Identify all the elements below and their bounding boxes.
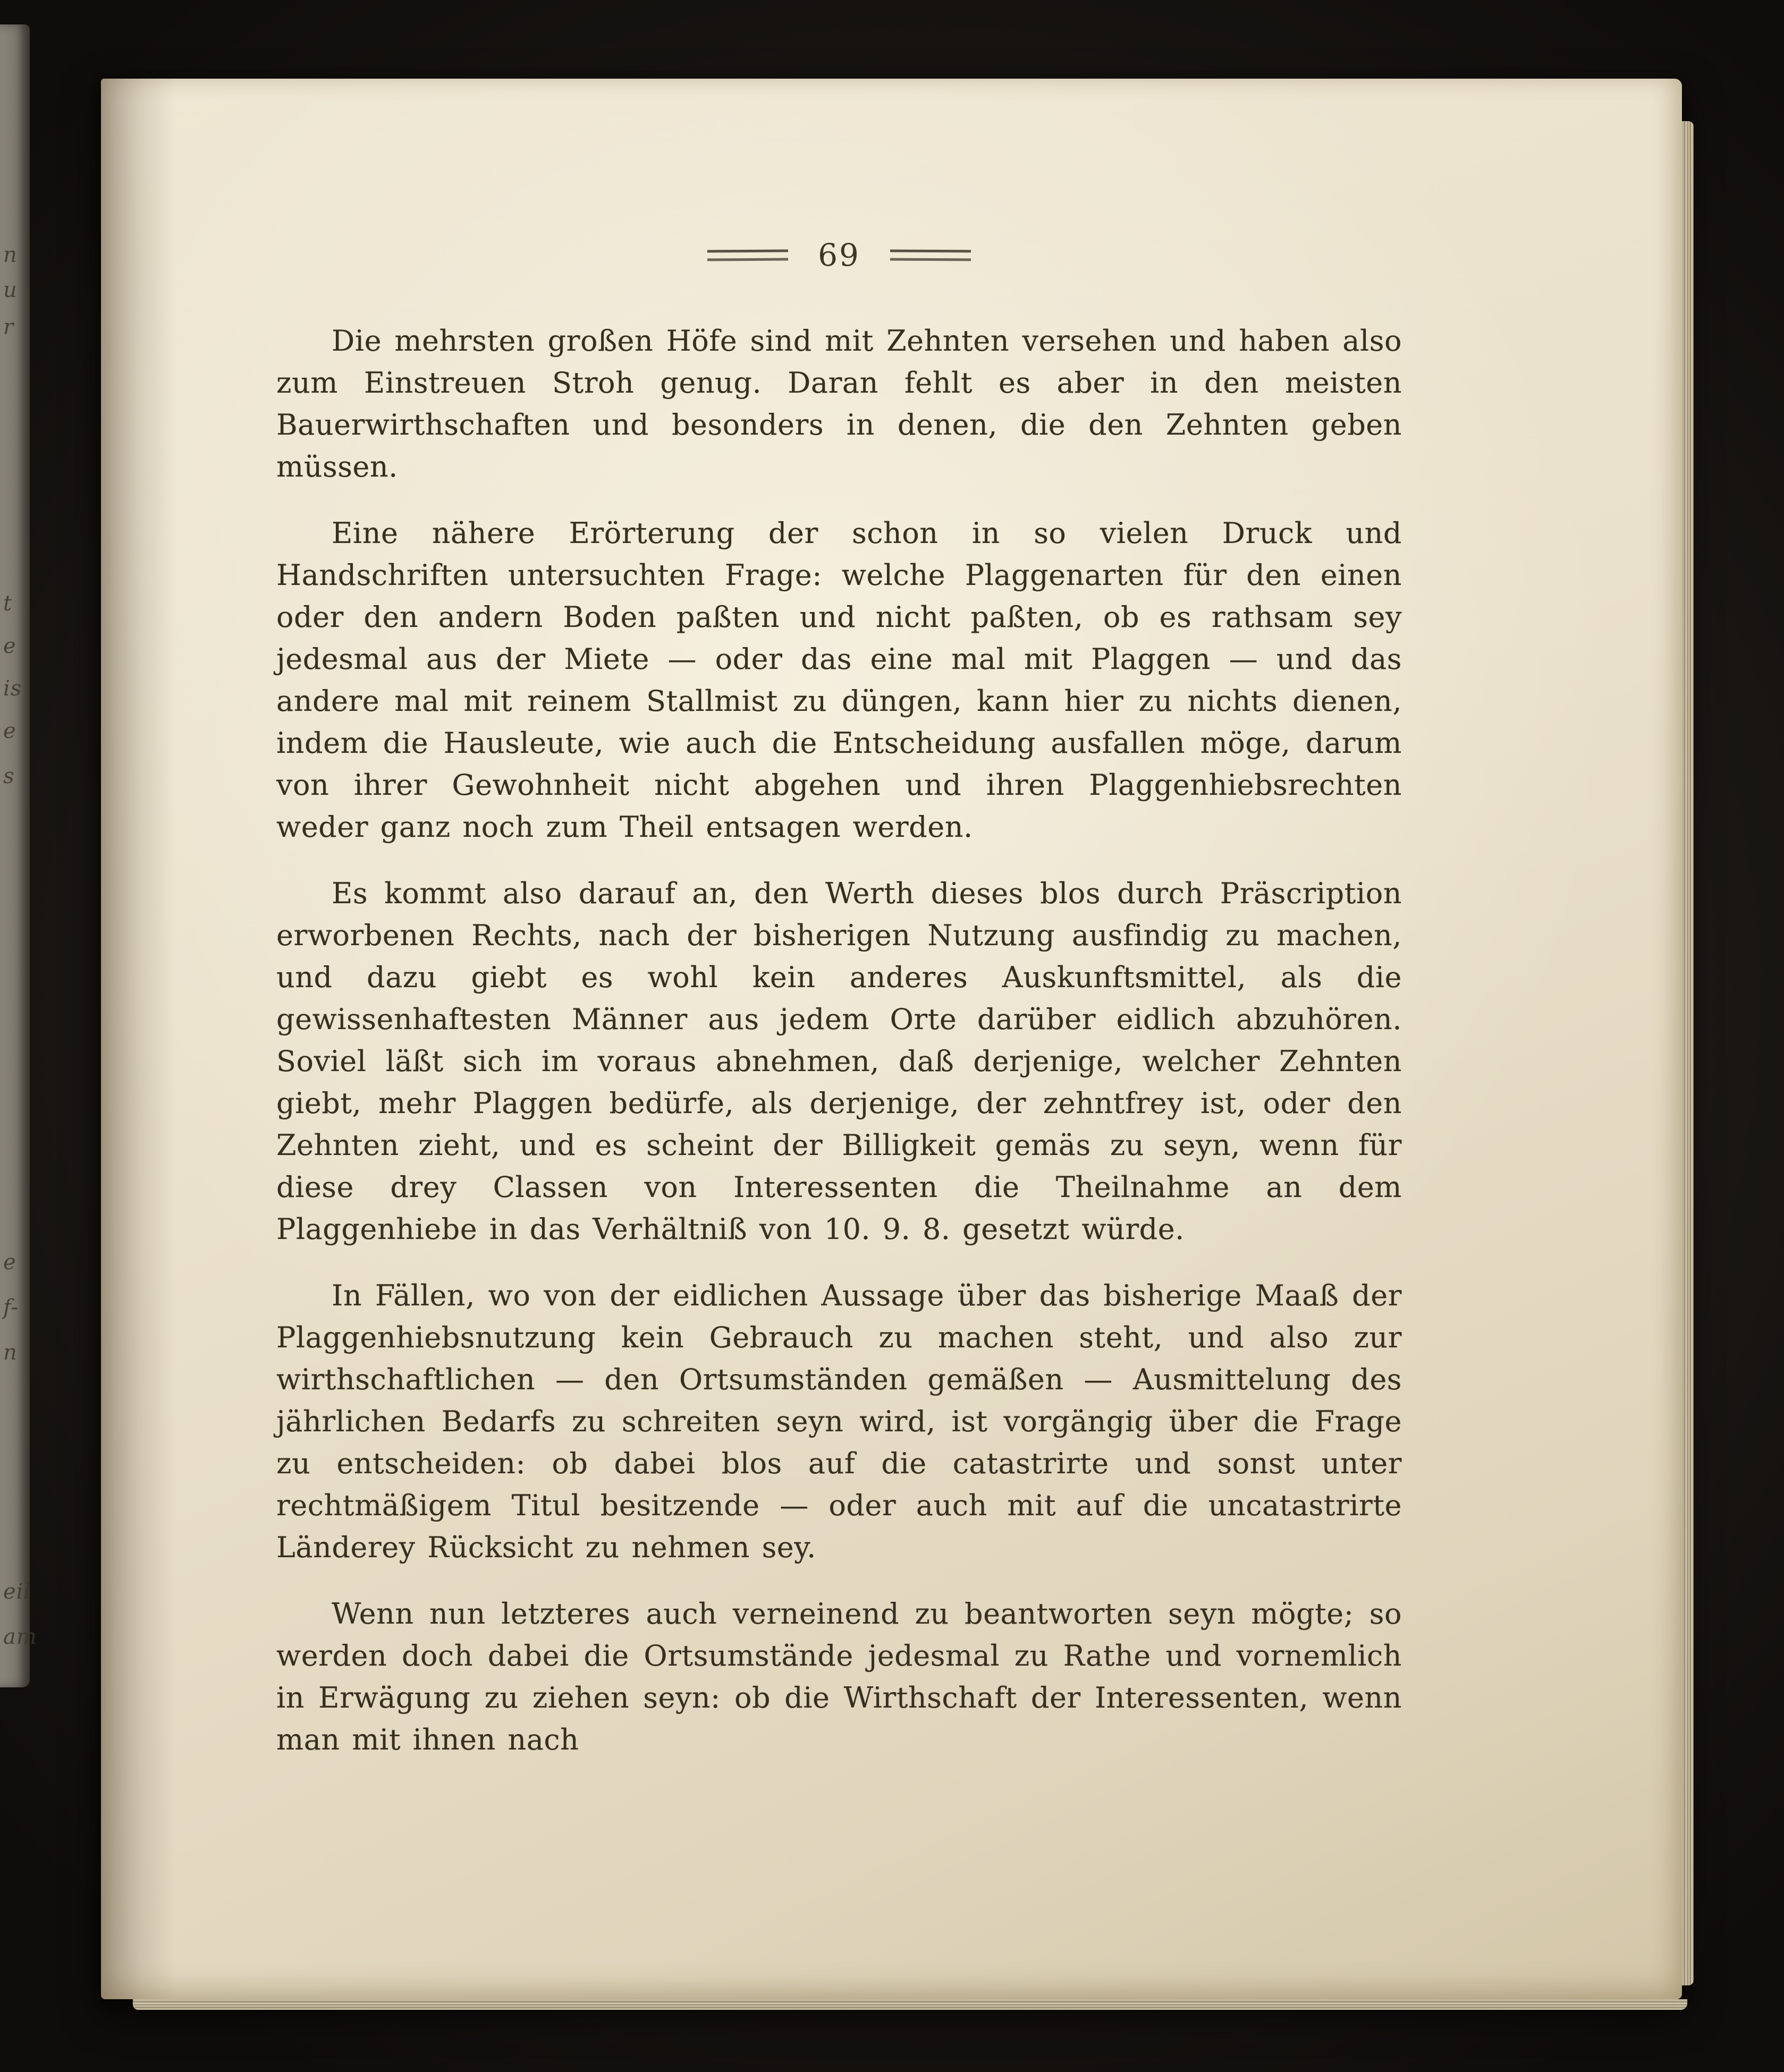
paragraph: Die mehrsten großen Höfe sind mit Zehnten versehen und haben also zum Einstreuen Stroh genug. Daran fehlt es aber in den meisten Bauerwirthschaften und besonders in denen, die den Zehnten geben müssen. <box>276 324 1402 483</box>
margin-fragment: n <box>3 1340 18 1365</box>
margin-fragment: e <box>3 634 16 658</box>
margin-fragment: t <box>3 591 13 616</box>
page-stack-edge-bottom <box>133 1999 1687 2010</box>
margin-fragment: am <box>3 1625 37 1649</box>
paragraph: Eine nähere Erörterung der schon in so vielen Druck und Handschriften untersuchten Frage: welche Plaggenarten für den einen oder den andern Boden paßten und nicht paßten, ob es rathsam sey jedesmal aus der Miete — oder das eine mal mit Plaggen — und das andere mal mit reinem Stallmist zu düngen, kann hier zu nichts dienen, indem die Hausleute, wie auch die Entscheidung ausfallen möge, darum von ihrer Gewohnheit nicht abgehen und ihren Plaggenhiebsrechten weder ganz noch zum Theil entsagen werden. <box>276 516 1402 844</box>
header-rule-left-icon <box>707 249 788 261</box>
margin-fragment: eil <box>3 1580 31 1604</box>
paragraph: Es kommt also darauf an, den Werth dieses blos durch Präscription erworbenen Rechts, nach der bisherigen Nutzung ausfindig zu machen, und dazu giebt es wohl kein anderes Auskunftsmittel, als die gewissenhaftesten Männer aus jedem Orte darüber eidlich abzuhören. Soviel läßt sich im voraus abnehmen, daß derjenige, welcher Zehnten giebt, mehr Plaggen bedürfe, als derjenige, der zehntfrey ist, oder den Zehnten zieht, und es scheint der Billigkeit gemäs zu seyn, wenn für diese drey Classen von Interessenten die Theilnahme an dem Plaggenhiebe in das Verhältniß von 10. 9. 8. gesetzt würde. <box>276 877 1402 1246</box>
text-block <box>276 237 1402 1761</box>
facing-page-edge <box>0 24 37 1687</box>
margin-fragment: e <box>3 1250 16 1275</box>
page-header <box>276 237 1402 273</box>
margin-fragment: n <box>3 243 18 267</box>
margin-fragment: s <box>3 764 15 788</box>
paragraph: Wenn nun letzteres auch verneinend zu beantworten seyn mögte; so werden doch dabei die Ortsumstände jedesmal zu Rathe und vornemlich in Erwägung zu ziehen seyn: ob die Wirthschaft der Interessenten, wenn man mit ihnen nach <box>276 1597 1402 1756</box>
margin-fragment: e <box>3 719 16 743</box>
margin-fragment: r <box>3 315 14 339</box>
paragraph: In Fällen, wo von der eidlichen Aussage über das bisherige Maaß der Plaggenhiebsnutzung kein Gebrauch zu machen steht, und also zur wirthschaftlichen — den Ortsumständen gemäßen — Ausmittelung des jährlichen Bedarfs zu schreiten seyn wird, ist vorgängig über die Frage zu entscheiden: ob dabei blos auf die catastrirte und sonst unter rechtmäßigem Titul besitzende — oder auch mit auf die uncatastrirte Länderey Rücksicht zu nehmen sey. <box>276 1279 1402 1564</box>
page-stack-edge-right <box>1682 121 1694 1985</box>
page-body <box>276 320 1402 1761</box>
page-number: 69 <box>818 237 860 273</box>
margin-fragment: f- <box>3 1295 19 1320</box>
margin-fragment: is <box>3 676 22 701</box>
book-page <box>101 79 1682 1999</box>
margin-fragment: u <box>3 278 18 302</box>
header-rule-right-icon <box>890 249 971 261</box>
